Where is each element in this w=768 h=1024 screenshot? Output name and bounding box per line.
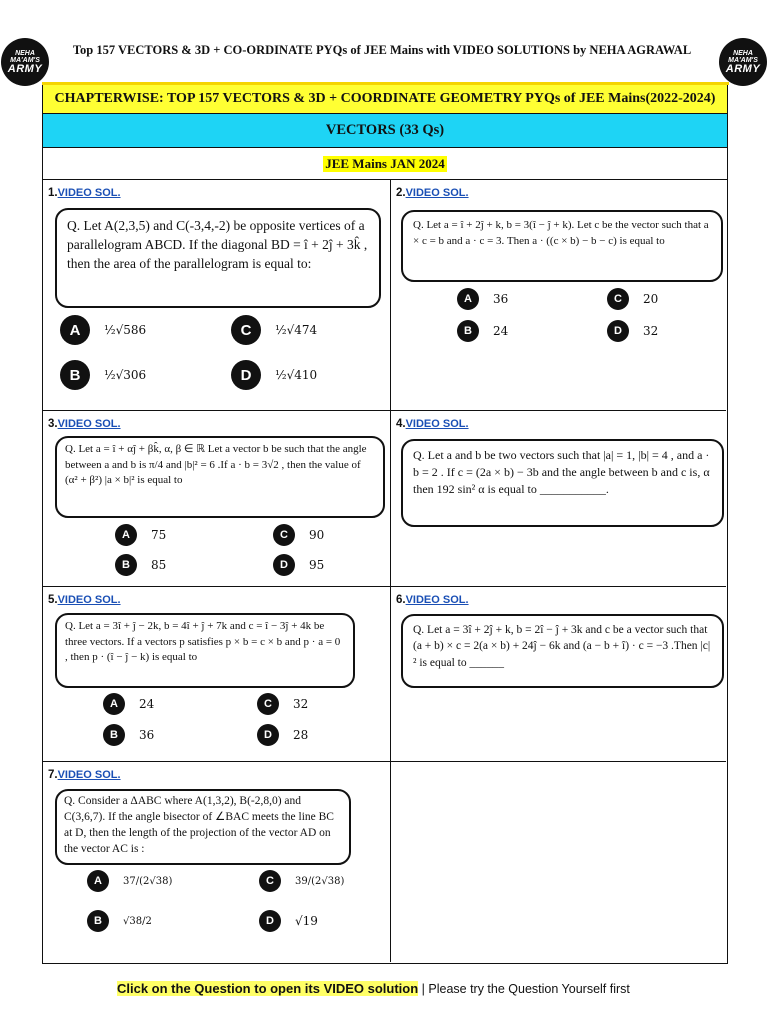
option-d[interactable]	[607, 320, 658, 342]
exam-label: JEE Mains JAN 2024	[325, 155, 445, 171]
question-box[interactable]	[401, 210, 723, 282]
option-value: 24	[493, 324, 509, 338]
option-value: 28	[293, 728, 309, 742]
question-grid	[43, 180, 726, 962]
option-value: ½√586	[104, 323, 147, 337]
video-solution-link[interactable]: VIDEO SOL.	[405, 418, 469, 430]
option-value: ½√410	[275, 368, 318, 382]
option-value: 32	[293, 697, 309, 711]
option-b[interactable]	[457, 320, 508, 342]
option-a[interactable]	[115, 524, 166, 546]
exam-banner	[43, 148, 727, 180]
footer-highlight: Click on the Question to open its VIDEO solution	[117, 981, 419, 996]
question-header	[48, 769, 121, 781]
option-value: 32	[643, 324, 659, 338]
option-value: 95	[309, 558, 325, 572]
question-text: Q. Let a and b be two vectors such that |a| = 1, |b| = 4 , and a · b = 2 . If c = (2a × b) − 3b and the angle between b and c is, α then 192 sin² α is equal to ___________.	[413, 448, 710, 497]
option-value: 75	[151, 528, 167, 542]
question-number: 6.	[396, 594, 406, 606]
option-a[interactable]	[103, 693, 154, 715]
option-label: C	[273, 524, 295, 546]
option-label: B	[60, 360, 90, 390]
logo-text: MA'AM'S	[10, 56, 40, 64]
logo-text: ARMY	[725, 62, 761, 75]
page-title: Top 157 VECTORS & 3D + CO-ORDINATE PYQs of JEE Mains with VIDEO SOLUTIONS by NEHA AGRAWAL	[72, 43, 692, 57]
option-c[interactable]	[231, 315, 317, 345]
option-label: B	[457, 320, 479, 342]
question-box[interactable]	[55, 436, 385, 518]
question-header	[396, 187, 469, 199]
question-number: 7.	[48, 769, 58, 781]
option-a[interactable]	[457, 288, 508, 310]
option-value: √19	[295, 914, 318, 928]
option-label: D	[259, 910, 281, 932]
option-label: D	[607, 320, 629, 342]
option-value: 37/(2√38)	[123, 875, 173, 887]
option-value: 20	[643, 292, 659, 306]
question-header	[48, 187, 121, 199]
option-value: 39/(2√38)	[295, 875, 345, 887]
question-text: Q. Let a = 3î + ĵ − 2k, b = 4î + ĵ + 7k and c = î − 3ĵ + 4k be three vectors. If a vectors p satisfies p × b = c × b and p · a = 0 , then p · (î − ĵ − k) is equal to	[65, 620, 341, 664]
option-c[interactable]	[273, 524, 324, 546]
option-value: 36	[139, 728, 155, 742]
question-text: Q. Let a = 3î + 2ĵ + k, b = 2î − ĵ + 3k and c be a vector such that (a + b) × c = 2(a × b) + 24ĵ − 6k and (a − b + î) · c = −3 .Then |c|² is equal to ______	[413, 624, 711, 669]
chapterwise-banner: CHAPTERWISE: TOP 157 VECTORS & 3D + COORDINATE GEOMETRY PYQs of JEE Mains(2022-2024)	[43, 85, 727, 114]
option-label: C	[259, 870, 281, 892]
option-a[interactable]	[60, 315, 146, 345]
option-label: D	[257, 724, 279, 746]
option-label: B	[87, 910, 109, 932]
option-label: A	[60, 315, 90, 345]
video-solution-link[interactable]: VIDEO SOL.	[57, 594, 121, 606]
question-cell-1	[43, 180, 391, 411]
question-cell-2	[391, 180, 726, 411]
question-header	[396, 418, 469, 430]
question-box[interactable]	[401, 439, 724, 527]
option-value: ½√474	[275, 323, 318, 337]
option-label: C	[257, 693, 279, 715]
video-solution-link[interactable]: VIDEO SOL.	[405, 594, 469, 606]
question-number: 5.	[48, 594, 58, 606]
question-cell-3	[43, 411, 391, 587]
option-label: D	[231, 360, 261, 390]
option-value: ½√306	[104, 368, 147, 382]
option-c[interactable]	[259, 870, 344, 892]
footer-note	[117, 981, 630, 996]
option-label: C	[607, 288, 629, 310]
option-label: C	[231, 315, 261, 345]
question-box[interactable]	[55, 613, 355, 688]
question-cell-5	[43, 587, 391, 762]
option-d[interactable]	[257, 724, 308, 746]
question-number: 3.	[48, 418, 58, 430]
option-label: A	[457, 288, 479, 310]
logo-text: NEHA	[15, 49, 35, 57]
option-c[interactable]	[607, 288, 658, 310]
option-d[interactable]	[259, 910, 318, 932]
question-number: 1.	[48, 187, 58, 199]
video-solution-link[interactable]: VIDEO SOL.	[57, 187, 121, 199]
footer-rest: | Please try the Question Yourself first	[418, 982, 630, 996]
option-b[interactable]	[115, 554, 166, 576]
option-value: √38/2	[123, 915, 152, 927]
option-d[interactable]	[231, 360, 317, 390]
option-value: 24	[139, 697, 155, 711]
option-label: B	[103, 724, 125, 746]
video-solution-link[interactable]: VIDEO SOL.	[405, 187, 469, 199]
section-banner: VECTORS (33 Qs)	[43, 114, 727, 148]
question-number: 4.	[396, 418, 406, 430]
question-cell-4	[391, 411, 726, 587]
option-label: A	[103, 693, 125, 715]
option-label: A	[87, 870, 109, 892]
option-label: B	[115, 554, 137, 576]
option-d[interactable]	[273, 554, 324, 576]
content-frame	[42, 84, 728, 964]
question-header	[48, 418, 121, 430]
question-box[interactable]	[401, 614, 724, 688]
option-a[interactable]	[87, 870, 172, 892]
question-cell-7	[43, 762, 391, 962]
option-label: A	[115, 524, 137, 546]
logo-text: MA'AM'S	[728, 56, 758, 64]
logo-text: ARMY	[7, 62, 43, 75]
option-b[interactable]	[60, 360, 146, 390]
logo-right	[719, 38, 767, 86]
option-label: D	[273, 554, 295, 576]
question-text: Q. Let a = î + αĵ + βk̂, α, β ∈ ℝ Let a vector b be such that the angle between a and b is π/4 and |b|² = 6 .If a · b = 3√2 , then the value of (α² + β²) |a × b|² is equal to	[65, 443, 367, 487]
logo-left	[1, 38, 49, 86]
question-text: Q. Let A(2,3,5) and C(-3,4,-2) be opposite vertices of a parallelogram ABCD. If the diagonal BD = î + 2ĵ + 3k̂ , then the area of the parallelogram is equal to:	[67, 218, 368, 272]
option-value: 36	[493, 292, 509, 306]
option-value: 90	[309, 528, 325, 542]
option-c[interactable]	[257, 693, 308, 715]
option-b[interactable]	[103, 724, 154, 746]
question-number: 2.	[396, 187, 406, 199]
question-text: Q. Let a = î + 2ĵ + k, b = 3(î − ĵ + k). Let c be the vector such that a × c = b and a · c = 3. Then a · ((c × b) − b − c) is equal to	[413, 219, 709, 247]
video-solution-link[interactable]: VIDEO SOL.	[57, 418, 121, 430]
logo-text: NEHA	[733, 49, 753, 57]
empty-cell	[391, 762, 726, 962]
question-cell-6	[391, 587, 726, 762]
question-text: Q. Consider a ΔABC where A(1,3,2), B(-2,8,0) and C(3,6,7). If the angle bisector of ∠BAC meets the line BC at D, then the length of the projection of the vector AD on the vector AC is :	[64, 795, 334, 855]
question-header	[48, 594, 121, 606]
video-solution-link[interactable]: VIDEO SOL.	[57, 769, 121, 781]
question-box[interactable]	[55, 789, 351, 865]
option-b[interactable]	[87, 910, 152, 932]
option-value: 85	[151, 558, 167, 572]
question-box[interactable]	[55, 208, 381, 308]
question-header	[396, 594, 469, 606]
